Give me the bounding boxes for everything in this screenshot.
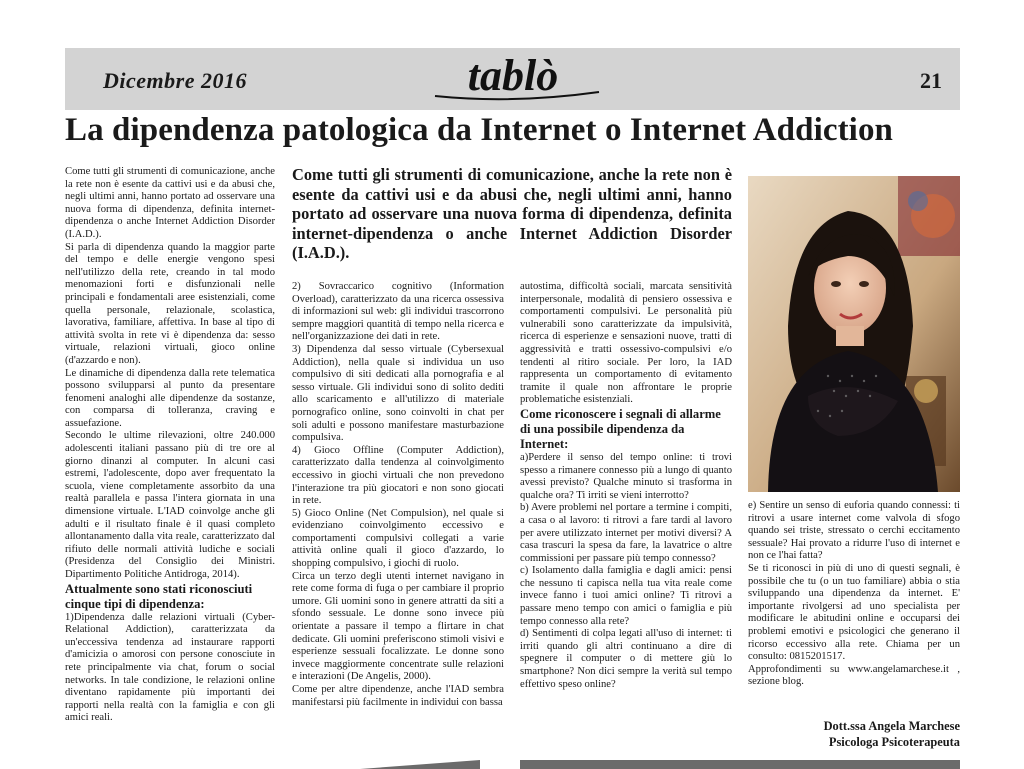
author-name: Dott.ssa Angela Marchese xyxy=(823,719,960,733)
author-signature xyxy=(824,719,960,750)
paragraph: 3) Dipendenza dal sesso virtuale (Cybersexual Addiction), nella quale si individua un uso compulsivo di siti dedicati alla pornografia e al sesso virtuale. Gli individui sono di solito dediti allo scaricamento e all'utilizzo di materiale pornografico online, sono coinvolti in chat per soli adulti e possono manifestare masturbazione compulsiva. xyxy=(292,343,504,444)
article-column-2 xyxy=(292,281,504,709)
section-subhead: Come riconoscere i segnali di allarme di una possibile dipendenza da Internet: xyxy=(520,406,721,451)
svg-text:tablò: tablò xyxy=(467,51,559,100)
paragraph: e) Sentire un senso di euforia quando connessi: ti ritrovi a usare internet come valvola di sfogo quando sei triste, stressato o cerchi eccitamento sessuale? Hai provato a ridurre l'uso di internet e non ce l'hai fatta? xyxy=(748,500,960,562)
issue-date: Dicembre 2016 xyxy=(103,68,247,93)
article-column-4 xyxy=(748,500,960,689)
paragraph: Le dinamiche di dipendenza dalla rete telematica possono svilupparsi al punto da presentare fenomeni analoghi alle dipendenze da sostanze, con comparsa di tolleranza, craving e assuefazione. xyxy=(65,367,275,429)
paragraph: 2) Sovraccarico cognitivo (Information Overload), caratterizzato da una ricerca ossessiva di informazioni sul web: gli individui trascorrono sempre maggiori quantità di tempo nella ricerca e nell'organizzazione dei dati in rete. xyxy=(292,281,504,343)
article-column-3 xyxy=(520,281,732,691)
paragraph: c) Isolamento dalla famiglia e dagli amici: pensi che nessuno ti capisca nella tua vita reale come invece fanno i tuoi amici online? Ti ritrovi a passare meno tempo con amici o famiglia e più tempo connesso alla rete? xyxy=(520,565,732,627)
author-photo xyxy=(748,176,960,492)
tablo-logo xyxy=(413,50,613,104)
paragraph: b) Avere problemi nel portare a termine i compiti, a casa o al lavoro: ti ritrovi a fare tardi al lavoro per avere utilizzato internet per motivi diversi? A casa trascuri la spesa da fare, la lavatrice o altre commissioni per passare più tempo connesso? xyxy=(520,502,732,564)
bottom-bar xyxy=(520,760,960,769)
section-subhead: Attualmente sono stati riconosciuti cinque tipi di dipendenza: xyxy=(65,581,253,611)
paragraph: Secondo le ultime rilevazioni, oltre 240.000 adolescenti italiani passano più di tre ore al giorno dinanzi al computer. In alcuni casi estremi, l'adolescente, dopo aver frequentato la scuola, viene completamente assorbito da una realtà parallela e passa l'intera giornata in una dimensione virtuale. L'IAD coinvolge anche gli adulti e il risultato finale è il quasi completo allontanamento dalla vita reale, caratterizzato dal rifiuto delle normali attività ludiche e sociali (Presidenza del Consiglio dei Ministri. Dipartimento Politiche Antidroga, 2014). xyxy=(65,430,275,580)
paragraph: 1)Dipendenza dalle relazioni virtuali (Cyber-Relational Addiction), caratterizzata da un'eccessiva tendenza ad instaurare rapporti d'amicizia o amorosi con persone conosciute in rete principalmente via chat, forum o social networks. In tale condizione, le relazioni online diventano rapidamente più importanti dei rapporti nella realtà con la famiglia e con gli amici reali. xyxy=(65,611,275,724)
masthead-bar xyxy=(65,48,960,110)
article-headline: La dipendenza patologica da Internet o Internet Addiction xyxy=(65,112,893,148)
paragraph: Come per altre dipendenze, anche l'IAD sembra manifestarsi più facilmente in individui con bassa xyxy=(292,684,504,708)
page-number: 21 xyxy=(920,68,942,93)
paragraph: autostima, difficoltà sociali, marcata sensitività interpersonale, modalità di pensiero ossessiva e comportamenti compulsivi. Le personalità più vulnerabili sono caratterizzate da impulsività, ricerca di esperienze e sensazioni nuove, tratti di aggressività e tratti ossessivo-compulsivi e/o tendenti al ritiro sociale. Per loro, la IAD rappresenta un comportamento di evitamento tramite il quale non affrontare le proprie problematiche esistenziali. xyxy=(520,281,732,406)
paragraph: Si parla di dipendenza quando la maggior parte del tempo e delle energie vengono spesi nell'utilizzo della rete, creando in tal modo menomazioni forti e disfunzionali nelle principali e fondamentali aree esistenziali, come quella personale, relazionale, scolastica, lavorativa, familiare, affettiva. In base al tipo di attività svolta in rete vi è dipendenza da: sesso virtuale, relazioni virtuali, gioco online (d'azzardo e non). xyxy=(65,241,275,366)
paragraph: 5) Gioco Online (Net Compulsion), nel quale si evidenziano coinvolgimento eccessivo e comportamenti compulsivi collegati a varie attività online quali il gioco d'azzardo, lo shopping compulsivo, i giochi di ruolo. xyxy=(292,507,504,570)
paragraph: a)Perdere il senso del tempo online: ti trovi spesso a rimanere connesso più a lungo di quanto avessi previsto? Qualche minuto si trasforma in qualche ora? Ti irriti se vieni interrotto? xyxy=(520,451,732,501)
paragraph: d) Sentimenti di colpa legati all'uso di internet: ti irriti quando gli altri continuano a dire di spegnere il computer o di mettere giù lo smartphone? Non dici sempre la verità sul tempo effettivo speso online? xyxy=(520,628,732,690)
paragraph: 4) Gioco Offline (Computer Addiction), caratterizzato dalla tendenza al coinvolgimento eccessivo in giochi virtuali che non prevedono l'interazione tra più giocatori e non sono giocati in rete. xyxy=(292,444,504,507)
paragraph: Come tutti gli strumenti di comunicazione, anche la rete non è esente da cattivi usi e da abusi che, negli ultimi anni, hanno portato ad osservare una nuova forma di dipendenza, definita internet-dipendenza o anche Internet Addiction Disorder (I.A.D.). xyxy=(65,166,275,240)
paragraph: Circa un terzo degli utenti internet navigano in rete come forma di fuga o per cambiare il proprio umore. Gli uomini sono in genere attratti da siti a sfondo sessuale. Le donne sono invece più orientate a passare il tempo a flirtare in chat dedicate. Gli uomini preferiscono stimoli visivi e esperienze sessuali focalizzate. Le donne sono invece maggiormente concentrate sulle relazioni e interazioni (De Angelis, 2000). xyxy=(292,570,504,683)
paragraph: Approfondimenti su www.angelamarchese.it , sezione blog. xyxy=(748,663,960,688)
article-column-1 xyxy=(65,166,275,725)
article-lede: Come tutti gli strumenti di comunicazione, anche la rete non è esente da cattivi usi e da abusi che, negli ultimi anni, hanno portato ad osservare una nuova forma di dipendenza, definita internet-dipendenza o anche Internet Addiction Disorder (I.A.D.). xyxy=(292,165,732,262)
author-role: Psicologa Psicoterapeuta xyxy=(828,734,960,749)
bottom-decoration xyxy=(360,760,480,769)
paragraph: Se ti riconosci in più di uno di questi segnali, è possibile che tu (o un tuo familiare) abbia o stia sviluppando una dipendenza da internet. E' importante rivolgersi ad uno specialista per modificare le abitudini online e occuparsi dei problemi emotivi e psicologici che generano il ricorso eccessivo alla rete. Chiama per un consulto: 0815201517. xyxy=(748,562,960,663)
